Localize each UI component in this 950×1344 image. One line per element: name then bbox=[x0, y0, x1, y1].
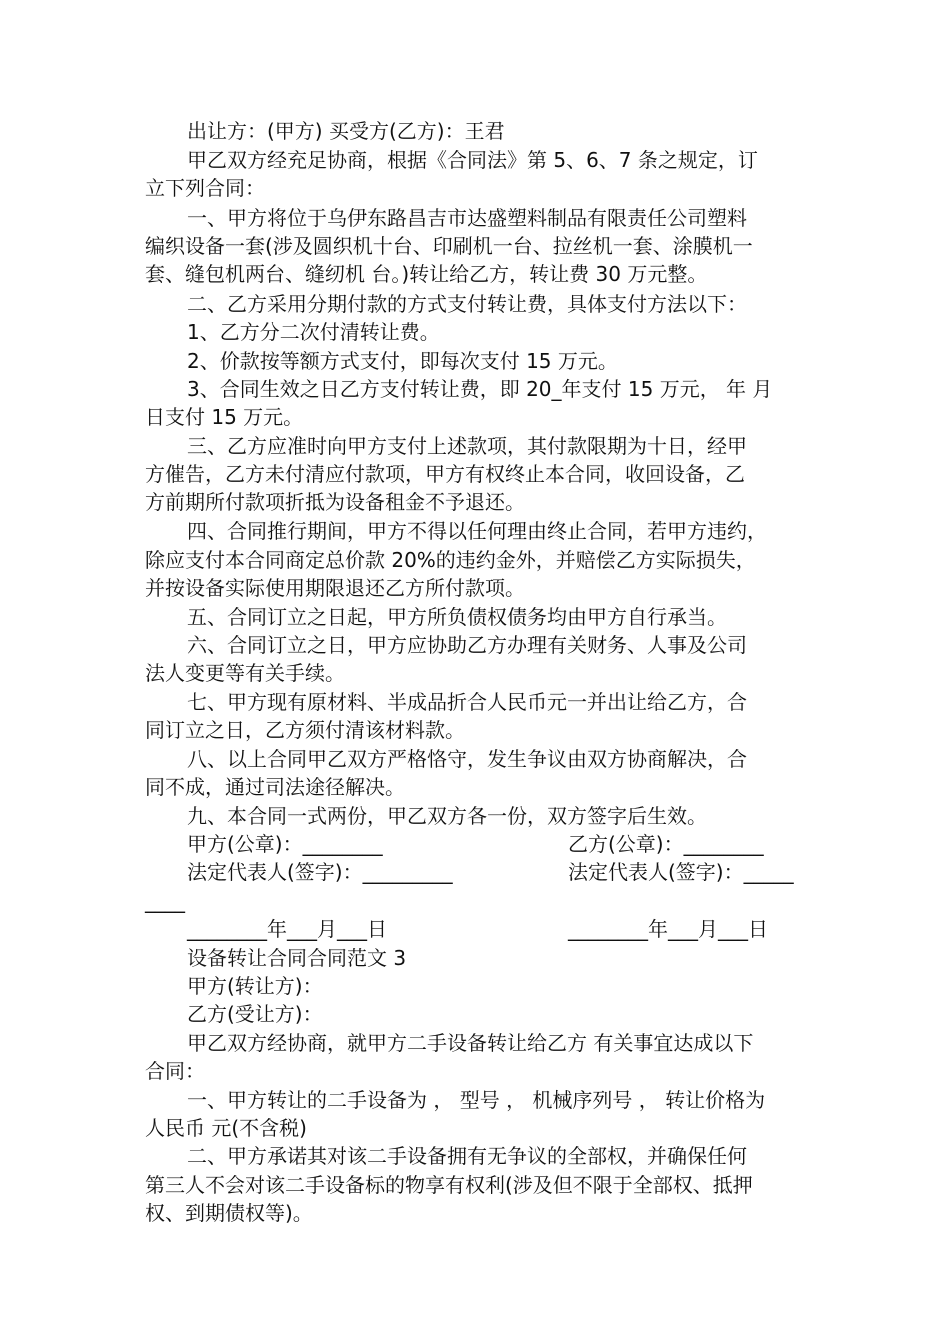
party-a-date: ________年___月___日 bbox=[187, 917, 387, 941]
clause-6-line: 法人变更等有关手续。 bbox=[145, 661, 345, 685]
party-a-transferor: 甲方(转让方)： bbox=[187, 974, 323, 998]
clause-4-line: 四、合同推行期间，甲方不得以任何理由终止合同，若甲方违约， bbox=[187, 519, 767, 543]
clause-1-line: 人民币 元(不含税) bbox=[145, 1116, 307, 1140]
clause-9-line: 九、本合同一式两份，甲乙双方各一份，双方签字后生效。 bbox=[187, 804, 707, 828]
clause-2-item-3: 3、合同生效之日乙方支付转让费，即 20_年支付 15 万元， 年 月 bbox=[187, 377, 773, 401]
clause-2-item-3: 日支付 15 万元。 bbox=[145, 405, 304, 429]
clause-2-line: 二、乙方采用分期付款的方式支付转让费，具体支付方法以下： bbox=[187, 292, 747, 316]
party-b-representative: 法定代表人(签字)：_____ bbox=[568, 860, 794, 884]
party-b-date: ________年___月___日 bbox=[568, 917, 768, 941]
clause-3-line: 三、乙方应准时向甲方支付上述款项，其付款限期为十日，经甲 bbox=[187, 434, 747, 458]
clause-2-line: 二、甲方承诺其对该二手设备拥有无争议的全部权，并确保任何 bbox=[187, 1144, 747, 1168]
clause-5-line: 五、合同订立之日起，甲方所负债权债务均由甲方自行承当。 bbox=[187, 605, 727, 629]
signature-blank-continued: ____ bbox=[145, 889, 185, 913]
party-a-seal: 甲方(公章)：________ bbox=[187, 832, 383, 856]
contract-parties-line: 出让方：(甲方) 买受方(乙方)：王君 bbox=[187, 119, 505, 143]
clause-2-item-2: 2、价款按等额方式支付，即每次支付 15 万元。 bbox=[187, 349, 618, 373]
clause-7-line: 同订立之日，乙方须付清该材料款。 bbox=[145, 718, 465, 742]
paragraph-line: 合同： bbox=[145, 1059, 205, 1083]
clause-2-item-1: 1、乙方分二次付清转让费。 bbox=[187, 320, 440, 344]
clause-7-line: 七、甲方现有原材料、半成品折合人民币元一并出让给乙方，合 bbox=[187, 690, 747, 714]
party-a-representative: 法定代表人(签字)：_________ bbox=[187, 860, 453, 884]
clause-2-line: 第三人不会对该二手设备标的物享有权利(涉及但不限于全部权、抵押 bbox=[145, 1173, 753, 1197]
clause-8-line: 同不成，通过司法途径解决。 bbox=[145, 775, 405, 799]
party-b-seal: 乙方(公章)：________ bbox=[568, 832, 764, 856]
paragraph-line: 甲乙双方经协商，就甲方二手设备转让给乙方 有关事宜达成以下 bbox=[187, 1031, 754, 1055]
clause-2-line: 权、到期债权等)。 bbox=[145, 1201, 313, 1225]
section-heading: 设备转让合同合同范文 3 bbox=[187, 946, 407, 970]
paragraph-line: 甲乙双方经充足协商，根据《合同法》第 5、6、7 条之规定，订 bbox=[187, 148, 758, 172]
clause-4-line: 并按设备实际使用期限退还乙方所付款项。 bbox=[145, 576, 525, 600]
clause-1-line: 编织设备一套(涉及圆织机十台、印刷机一台、拉丝机一套、涂膜机一 bbox=[145, 234, 753, 258]
party-b-transferee: 乙方(受让方)： bbox=[187, 1002, 323, 1026]
clause-1-line: 套、缝包机两台、缝纫机 台。)转让给乙方，转让费 30 万元整。 bbox=[145, 262, 708, 286]
paragraph-line: 立下列合同： bbox=[145, 176, 265, 200]
clause-8-line: 八、以上合同甲乙双方严格恪守，发生争议由双方协商解决，合 bbox=[187, 747, 747, 771]
clause-6-line: 六、合同订立之日，甲方应协助乙方办理有关财务、人事及公司 bbox=[187, 633, 747, 657]
clause-1-line: 一、甲方转让的二手设备为 ， 型号 ， 机械序列号 ， 转让价格为 bbox=[187, 1088, 766, 1112]
clause-1-line: 一、甲方将位于乌伊东路昌吉市达盛塑料制品有限责任公司塑料 bbox=[187, 206, 747, 230]
clause-4-line: 除应支付本合同商定总价款 20%的违约金外，并赔偿乙方实际损失， bbox=[145, 548, 756, 572]
clause-3-line: 方前期所付款项折抵为设备租金不予退还。 bbox=[145, 490, 525, 514]
clause-3-line: 方催告，乙方未付清应付款项，甲方有权终止本合同，收回设备，乙 bbox=[145, 462, 745, 486]
